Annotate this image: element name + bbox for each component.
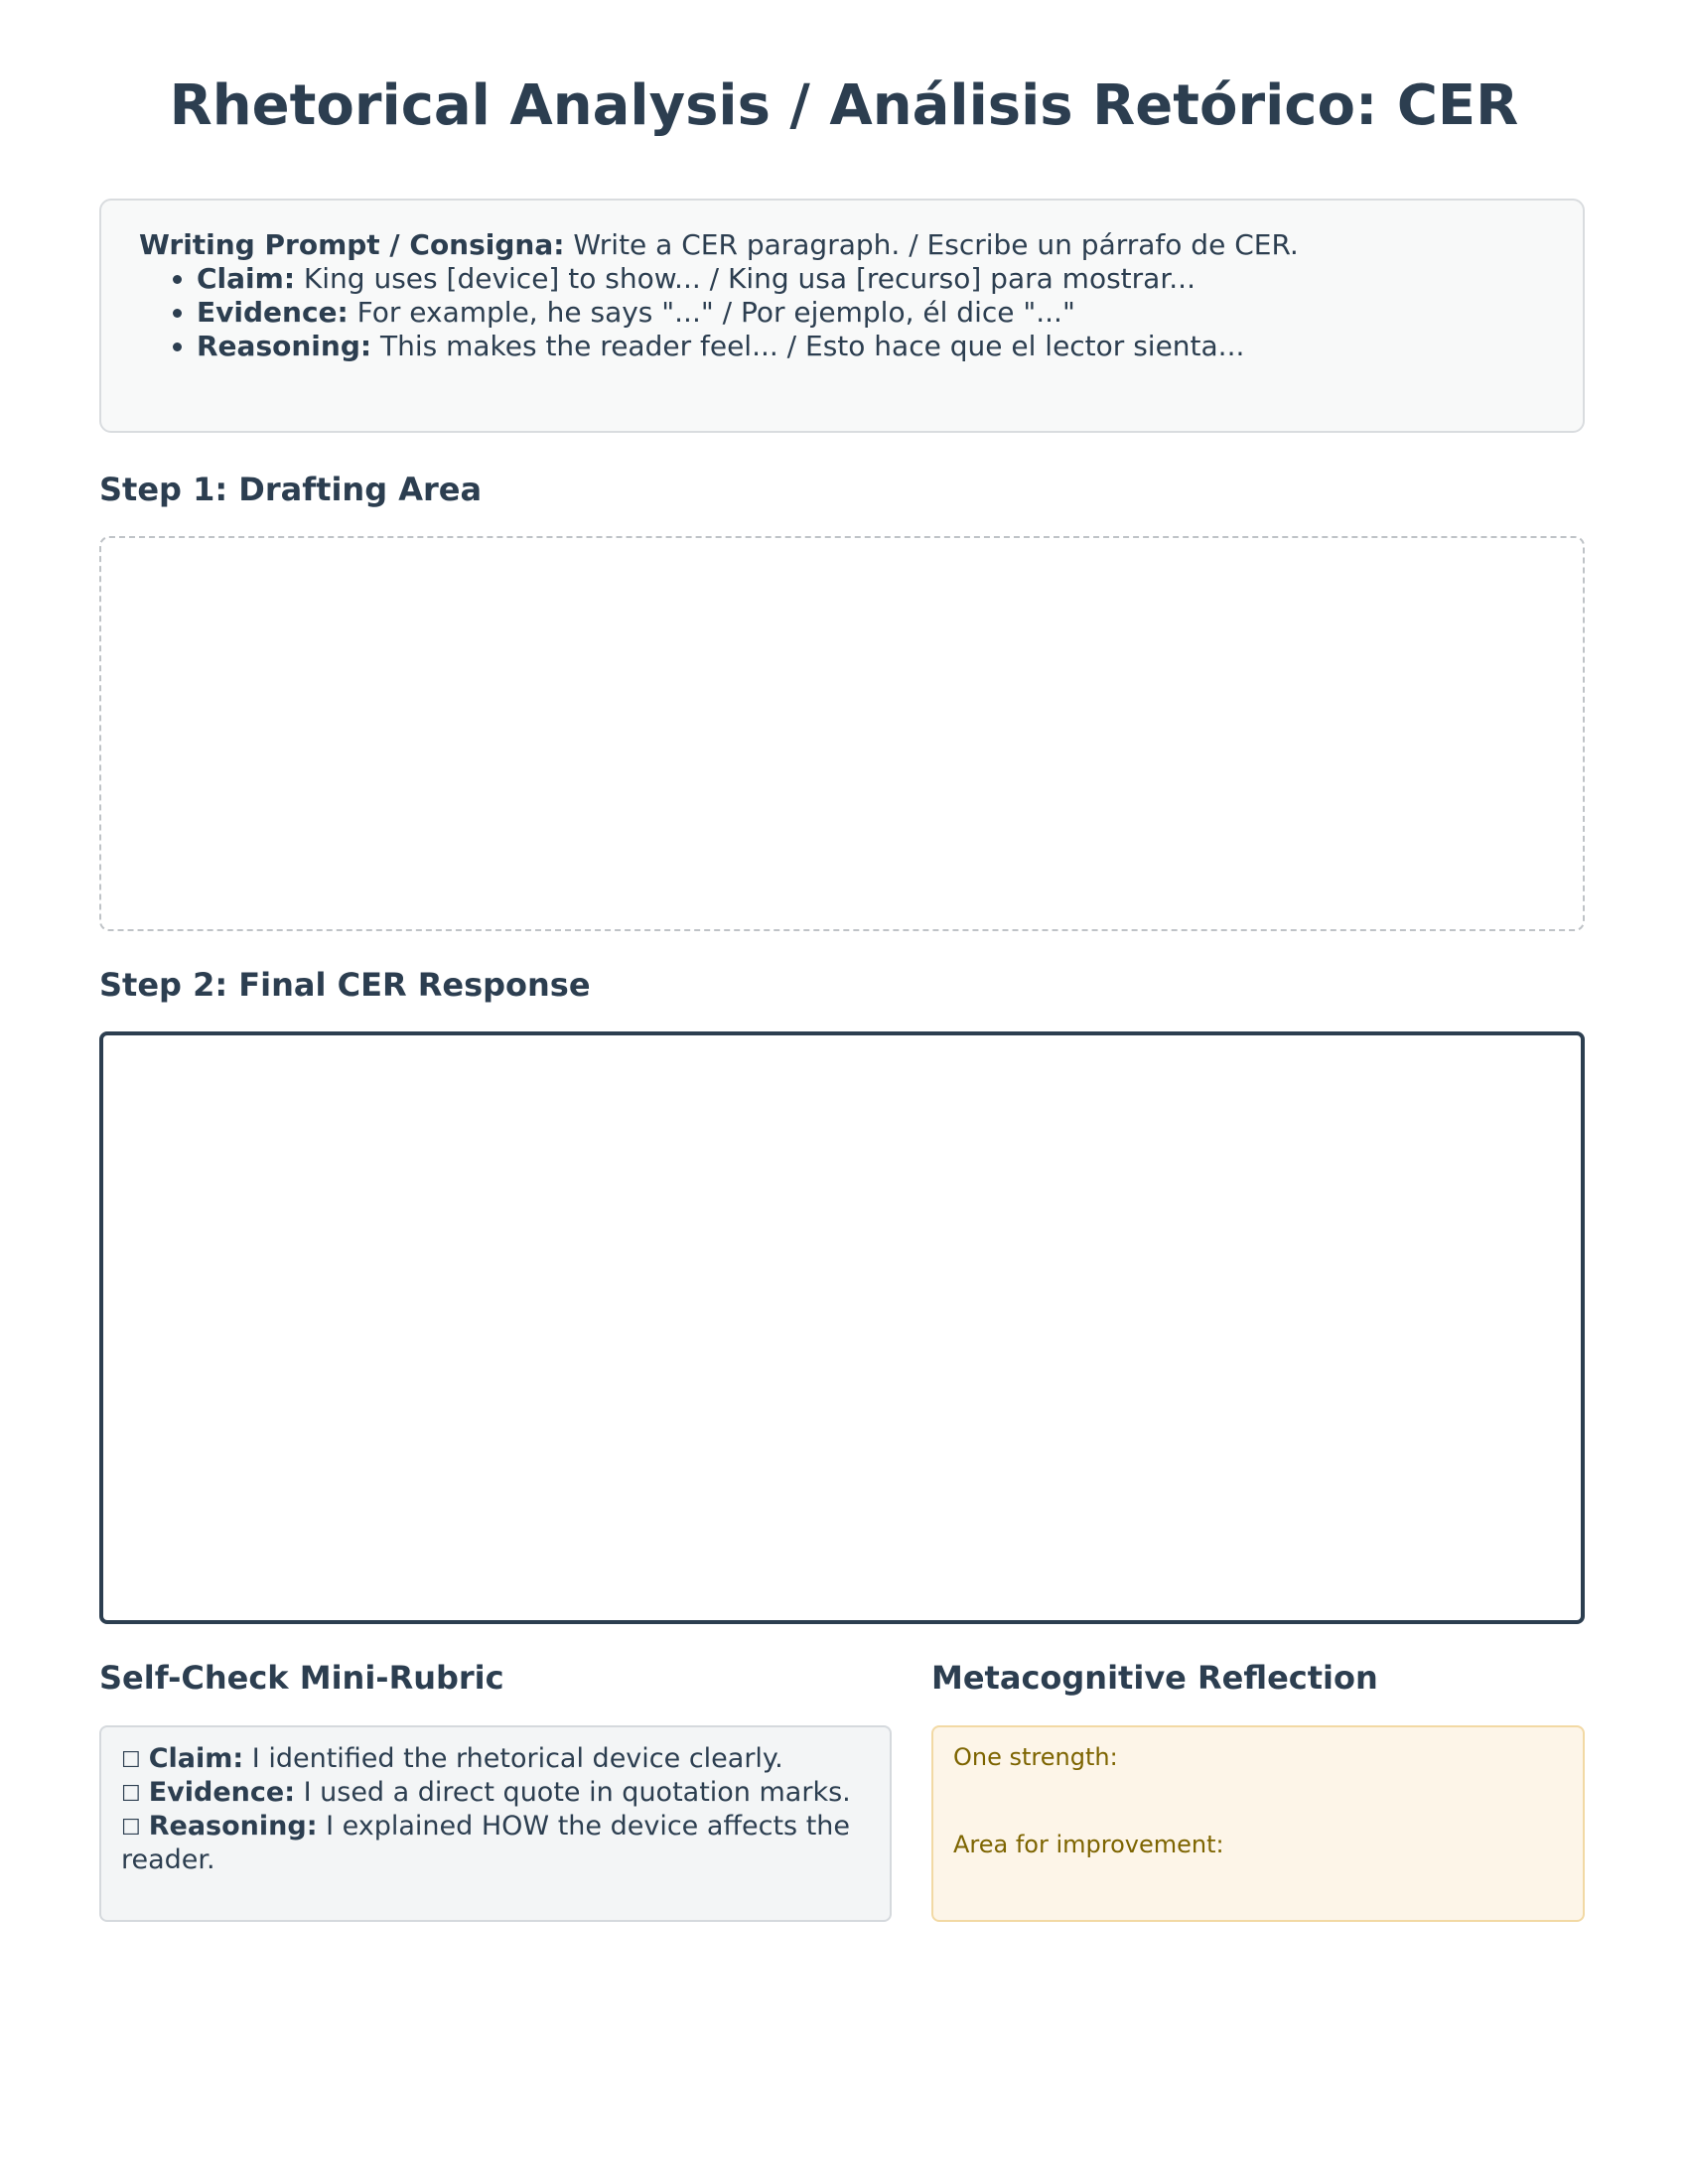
- strength-label: One strength:: [953, 1743, 1118, 1771]
- prompt-item-text: For example, he says "..." / Por ejemplo, él dice "...": [348, 296, 1075, 329]
- reflection-heading: Metacognitive Reflection: [931, 1659, 1378, 1697]
- prompt-intro: [139, 228, 1545, 262]
- rubric-item-evidence: [121, 1777, 870, 1811]
- rubric-item-label: Reasoning:: [148, 1811, 318, 1842]
- rubric-item-reasoning: [121, 1811, 870, 1876]
- step1-heading: Step 1: Drafting Area: [99, 471, 483, 508]
- prompt-text: Write a CER paragraph. / Escribe un párrafo de CER.: [564, 228, 1299, 261]
- prompt-item-text: This makes the reader feel... / Esto hace que el lector sienta...: [371, 330, 1245, 362]
- rubric-heading: Self-Check Mini-Rubric: [99, 1659, 504, 1697]
- metacognitive-reflection-box[interactable]: [931, 1725, 1585, 1922]
- checkbox-icon[interactable]: ☐: [121, 1816, 141, 1841]
- prompt-item-label: Evidence:: [197, 296, 349, 329]
- drafting-area[interactable]: [99, 536, 1585, 931]
- writing-prompt-box: [99, 199, 1585, 433]
- checkbox-icon[interactable]: ☐: [121, 1748, 141, 1773]
- final-cer-response-area[interactable]: [99, 1031, 1585, 1624]
- prompt-item-label: Reasoning:: [197, 330, 372, 362]
- rubric-item-text: I identified the rhetorical device clearly.: [243, 1743, 783, 1774]
- prompt-item-label: Claim:: [197, 262, 296, 295]
- prompt-item-text: King uses [device] to show... / King usa [recurso] para mostrar...: [295, 262, 1196, 295]
- prompt-label: Writing Prompt / Consigna:: [139, 228, 565, 261]
- prompt-item-evidence: [197, 296, 1545, 330]
- rubric-item-label: Evidence:: [148, 1777, 296, 1808]
- prompt-item-reasoning: [197, 330, 1545, 363]
- improvement-label: Area for improvement:: [953, 1831, 1224, 1858]
- page-title: Rhetorical Analysis / Análisis Retórico: CER: [169, 73, 1519, 138]
- rubric-item-claim: [121, 1743, 870, 1777]
- self-check-rubric: [99, 1725, 892, 1922]
- prompt-item-claim: [197, 262, 1545, 296]
- rubric-item-text: I explained HOW the device affects the reader.: [121, 1811, 851, 1875]
- rubric-item-text: I used a direct quote in quotation marks.: [295, 1777, 851, 1808]
- rubric-item-label: Claim:: [148, 1743, 244, 1774]
- step2-heading: Step 2: Final CER Response: [99, 966, 591, 1004]
- checkbox-icon[interactable]: ☐: [121, 1782, 141, 1807]
- prompt-sentence-frames: [139, 262, 1545, 363]
